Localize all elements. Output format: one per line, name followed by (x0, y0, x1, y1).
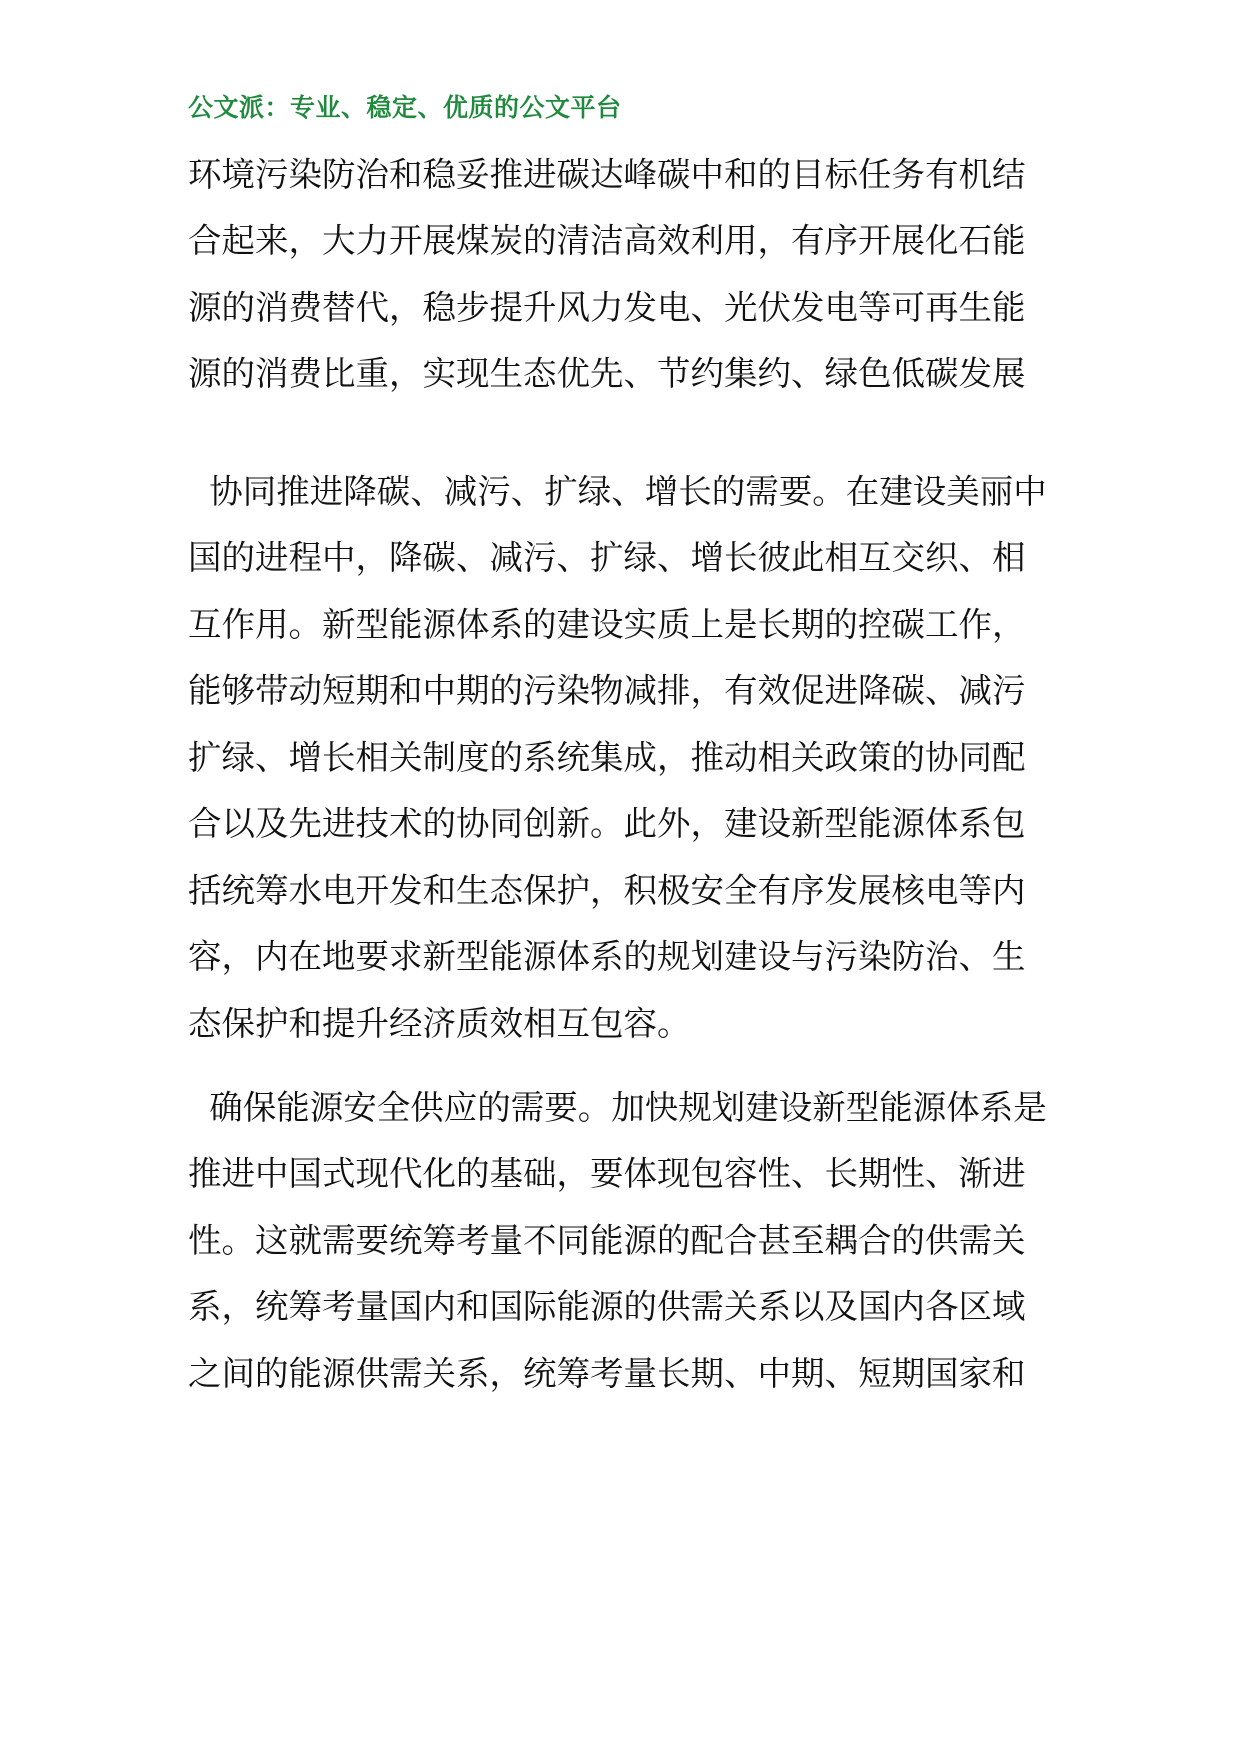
paragraph-line: 性。这就需要统筹考量不同能源的配合甚至耦合的供需关 (188, 1221, 1026, 1260)
paragraph-line: 源的消费比重，实现生态优先、节约集约、绿色低碳发展 (188, 354, 1026, 393)
paragraph-line: 协同推进降碳、减污、扩绿、增长的需要。在建设美丽中 (188, 472, 1047, 511)
paragraph-line: 国的进程中，降碳、减污、扩绿、增长彼此相互交织、相 (188, 538, 1026, 577)
paragraph-line: 环境污染防治和稳妥推进碳达峰碳中和的目标任务有机结 (188, 155, 1026, 194)
paragraph-line: 系，统筹考量国内和国际能源的供需关系以及国内各区域 (188, 1287, 1026, 1326)
paragraph-line: 源的消费替代，稳步提升风力发电、光伏发电等可再生能 (188, 288, 1026, 327)
paragraph-line: 互作用。新型能源体系的建设实质上是长期的控碳工作， (188, 605, 1026, 644)
paragraph-line: 括统筹水电开发和生态保护，积极安全有序发展核电等内 (188, 871, 1026, 910)
paragraph-line: 确保能源安全供应的需要。加快规划建设新型能源体系是 (188, 1088, 1047, 1127)
paragraph-line: 能够带动短期和中期的污染物减排，有效促进降碳、减污 (188, 671, 1026, 710)
paragraph-line: 合以及先进技术的协同创新。此外，建设新型能源体系包 (188, 804, 1026, 843)
paragraph-line: 容，内在地要求新型能源体系的规划建设与污染防治、生 (188, 937, 1026, 976)
paragraph-line: 推进中国式现代化的基础，要体现包容性、长期性、渐进 (188, 1154, 1026, 1193)
paragraph-line: 之间的能源供需关系，统筹考量长期、中期、短期国家和 (188, 1354, 1026, 1393)
paragraph-line: 扩绿、增长相关制度的系统集成，推动相关政策的协同配 (188, 738, 1026, 777)
paragraph-line: 合起来，大力开展煤炭的清洁高效利用，有序开展化石能 (188, 221, 1026, 260)
paragraph-line: 态保护和提升经济质效相互包容。 (188, 1004, 691, 1043)
site-header: 公文派：专业、稳定、优质的公文平台 (188, 93, 622, 122)
